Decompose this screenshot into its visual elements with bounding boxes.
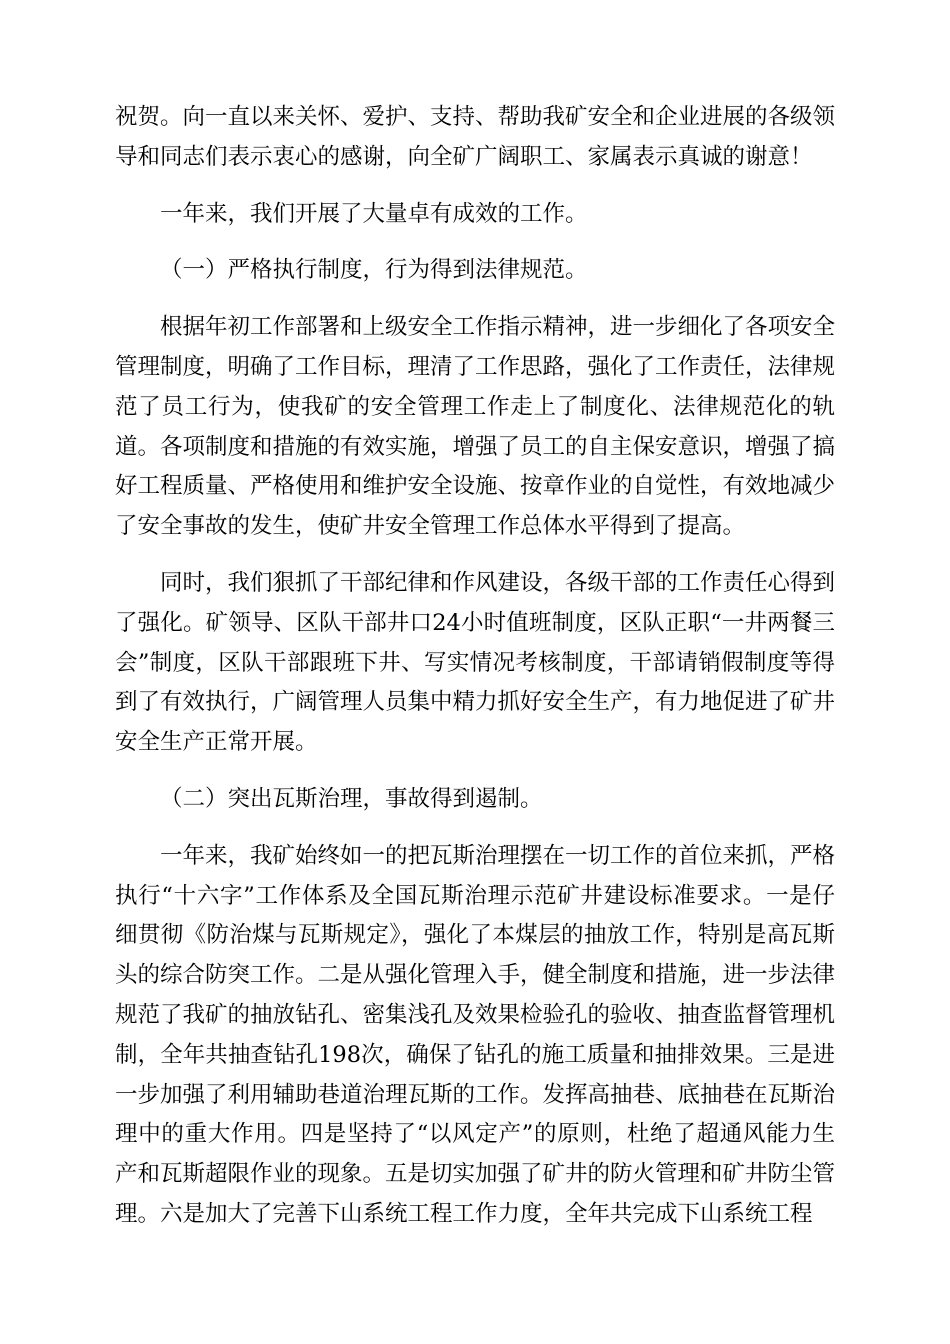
- document-page: [115, 98, 835, 1235]
- paragraph-body: 根据年初工作部署和上级安全工作指示精神，进一步细化了各项安全管理制度，明确了工作目标，理清了工作思路，强化了工作责任，法律规范了员工行为，使我矿的安全管理工作走上了制度化、法律规范化的轨道。各项制度和措施的有效实施，增强了员工的自主保安意识，增强了搞好工程质量、严格使用和维护安全设施、按章作业的自觉性，有效地减少了安全事故的发生，使矿井安全管理工作总体水平得到了提高。: [115, 314, 836, 540]
- paragraph-intro: 一年来，我们开展了大量卓有成效的工作。: [160, 200, 588, 227]
- section-heading-2: （二）突出瓦斯治理，事故得到遏制。: [160, 785, 543, 812]
- paragraph-continuation: 祝贺。向一直以来关怀、爱护、支持、帮助我矿安全和企业进展的各级领导和同志们表示衷心的感谢，向全矿广阔职工、家属表示真诚的谢意！: [115, 104, 836, 170]
- paragraph-body: 一年来，我矿始终如一的把瓦斯治理摆在一切工作的首位来抓，严格执行“十六字”工作体系及全国瓦斯治理示范矿井建设标准要求。一是仔细贯彻《防治煤与瓦斯规定》，强化了本煤层的抽放工作，特别是高瓦斯头的综合防突工作。二是从强化管理入手，健全制度和措施，进一步法律规范了我矿的抽放钻孔、密集浅孔及效果检验孔的验收、抽查监督管理机制，全年共抽查钻孔198次，确保了钻孔的施工质量和抽排效果。三是进一步加强了利用辅助巷道治理瓦斯的工作。发挥高抽巷、底抽巷在瓦斯治理中的重大作用。四是坚持了“以风定产”的原则，杜绝了超通风能力生产和瓦斯超限作业的现象。五是切实加强了矿井的防火管理和矿井防尘管理。六是加大了完善下山系统工程工作力度，全年共完成下山系统工程: [115, 842, 836, 1227]
- paragraph-body: 同时，我们狠抓了干部纪律和作风建设，各级干部的工作责任心得到了强化。矿领导、区队干部井口24小时值班制度，区队正职“一井两餐三会”制度，区队干部跟班下井、写实情况考核制度，干部请销假制度等得到了有效执行，广阔管理人员集中精力抓好安全生产，有力地促进了矿井安全生产正常开展。: [115, 569, 836, 756]
- section-heading-1: （一）严格执行制度，行为得到法律规范。: [160, 257, 588, 284]
